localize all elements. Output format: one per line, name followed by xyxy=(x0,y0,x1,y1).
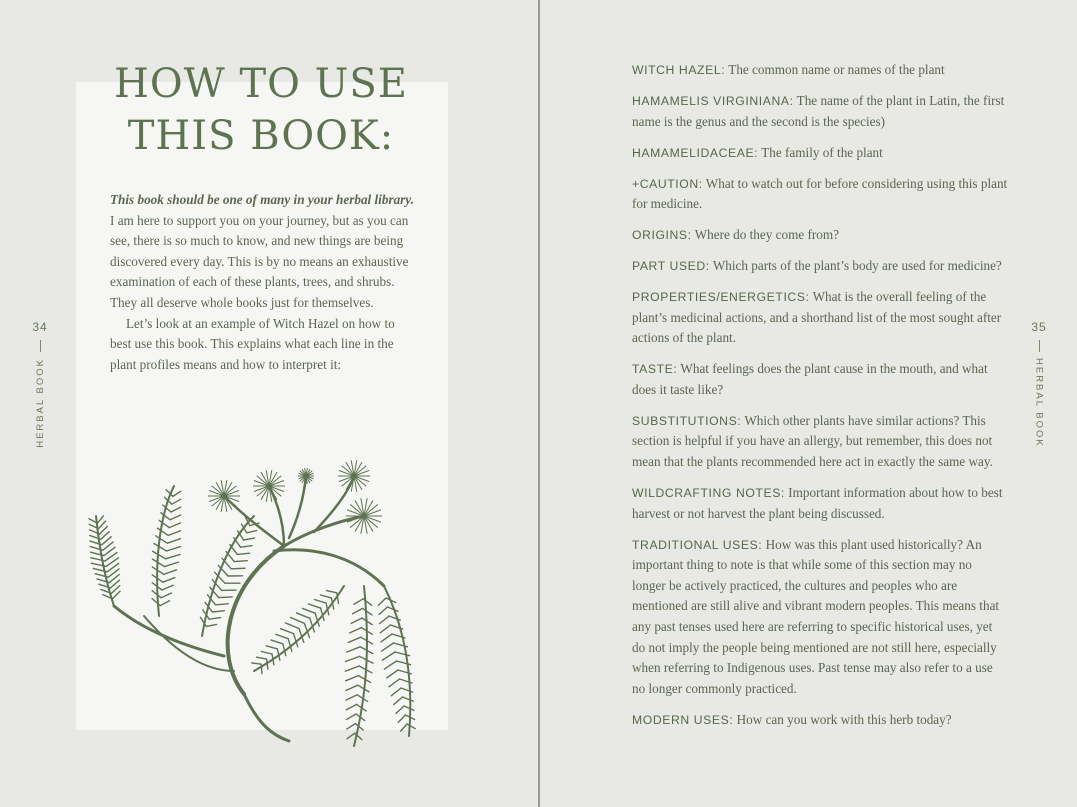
leaflet xyxy=(237,553,249,554)
leaflet xyxy=(154,544,167,551)
leaflet xyxy=(347,647,360,652)
guide-entry xyxy=(632,287,1008,349)
leaflet xyxy=(101,532,110,540)
leaflet xyxy=(353,608,363,613)
entry-text: The family of the plant xyxy=(758,144,883,160)
entry-text: The name of the plant in Latin, the first name is the genus and the second is the species) xyxy=(632,92,1005,129)
title-line-1: HOW TO USE xyxy=(113,61,408,107)
leaflet xyxy=(247,531,257,533)
intro-text xyxy=(110,190,416,375)
leaflet xyxy=(163,578,175,583)
leaflet xyxy=(381,634,392,642)
leaflet xyxy=(320,595,331,598)
leaflet xyxy=(252,663,261,664)
guide-entry xyxy=(632,710,1008,731)
guide-entry xyxy=(632,411,1008,473)
entry-text: Which parts of the plant’s body are used for medicine? xyxy=(709,258,1002,274)
leaflet xyxy=(170,515,181,520)
leaflet xyxy=(230,545,238,555)
leaflet xyxy=(308,604,320,608)
leaflet xyxy=(156,536,168,543)
leaflet xyxy=(240,546,252,548)
leaflet xyxy=(219,597,233,598)
entry-term: WITCH HAZEL: xyxy=(632,63,726,77)
leaflet xyxy=(363,608,372,615)
entry-term: +CAUTION: xyxy=(632,176,703,191)
leaflet xyxy=(167,539,180,544)
leaflet xyxy=(351,618,362,623)
leaflet xyxy=(209,618,220,620)
leaflet xyxy=(395,652,410,656)
book-spine xyxy=(538,0,540,807)
leaflet xyxy=(99,521,106,529)
leaflet xyxy=(286,623,299,629)
leaflet xyxy=(407,724,415,729)
page-number-left: 34 xyxy=(32,320,48,334)
leaflet xyxy=(172,499,181,504)
leaflet xyxy=(152,599,160,606)
guide-entry xyxy=(632,174,1008,215)
leaflet xyxy=(346,676,359,681)
entry-text: The common name or names of the plant xyxy=(725,62,945,77)
leaflet xyxy=(380,625,390,633)
running-head-right: HERBAL BOOK xyxy=(1033,358,1045,448)
leaflet xyxy=(314,599,326,603)
leaflet xyxy=(348,637,361,642)
guide-entry xyxy=(632,60,1008,81)
leaflet xyxy=(379,607,388,615)
leaflet xyxy=(347,724,356,729)
leaflet xyxy=(113,591,120,599)
leaflet xyxy=(169,523,180,528)
entry-term: TRADITIONAL USES: xyxy=(632,537,763,552)
leaflet xyxy=(397,661,411,665)
entry-text: How was this plant used historically? An important thing to note is that while some of this section may no longer be actively practiced, the cultures and peoples who are mentioned are still alive and vibrant modern peoples. This means that any past tenses used here are referring to specific historical uses, yet do not imply the people being mentioned are not still here, especially when referring to Indigenous uses. Past tense may also refer to a use no longer commonly practiced. xyxy=(632,536,1000,696)
entry-text: How can you work with this herb today? xyxy=(733,711,952,727)
entry-text: Important information about how to best harvest or not harvest the plant being discussed. xyxy=(632,485,1003,521)
entry-text: What is the overall feeling of the plant’s medicinal actions, and a shorthand list of the most sought after actions of the plant. xyxy=(632,289,1002,346)
leaflet xyxy=(326,591,336,593)
right-folio xyxy=(1029,320,1049,448)
leaflet xyxy=(157,528,168,535)
leaflet xyxy=(161,593,171,598)
intro-lead: This book should be one of many in your herbal library. xyxy=(110,192,414,207)
leaflet xyxy=(389,616,400,620)
leaflet xyxy=(347,714,356,719)
guide-entry xyxy=(632,91,1008,132)
entry-term: TASTE: xyxy=(632,362,678,377)
guide-entry xyxy=(632,359,1008,400)
leaflet xyxy=(165,562,179,566)
entry-term: PART USED: xyxy=(632,259,710,274)
leaflet xyxy=(271,640,283,644)
folio-divider xyxy=(1039,340,1040,352)
leaflet xyxy=(244,538,255,540)
plant-illustration-icon xyxy=(84,436,428,754)
entry-text: Where do they come from? xyxy=(691,227,839,243)
guide-entry xyxy=(632,535,1008,700)
leaflet xyxy=(404,706,414,710)
plant-profile-guide xyxy=(632,60,1008,741)
intro-paragraph-1 xyxy=(110,190,416,314)
leaflet xyxy=(167,547,181,551)
title-line-2: THIS BOOK: xyxy=(127,113,395,159)
leaflet xyxy=(345,656,359,661)
leaflet xyxy=(257,657,267,659)
leaflet xyxy=(231,568,245,569)
leaflet xyxy=(394,697,403,705)
entry-text: Which other plants have similar actions? This section is helpful if you have an allergy, but remember, this does not mean that the plants recommended here act in exactly the same way. xyxy=(632,412,993,470)
guide-entry xyxy=(632,143,1008,164)
leaflet xyxy=(276,634,288,638)
page-title xyxy=(80,58,442,162)
guide-entry xyxy=(632,256,1008,277)
leaflet xyxy=(382,643,394,651)
leaflet xyxy=(346,695,357,700)
leaflet xyxy=(166,554,180,558)
leaflet xyxy=(234,561,247,562)
leaflet xyxy=(173,491,181,496)
leaflet xyxy=(346,685,358,690)
leaflet xyxy=(389,679,399,687)
leaflet xyxy=(345,666,359,671)
leaflet xyxy=(380,616,389,624)
entry-term: ORIGINS: xyxy=(632,228,692,243)
leaflet xyxy=(391,688,401,696)
leaflet xyxy=(350,628,362,633)
leaflet xyxy=(296,613,309,618)
leaflet xyxy=(162,585,173,590)
entry-term: WILDCRAFTING NOTES: xyxy=(632,486,785,501)
leaflet xyxy=(291,617,305,623)
page-number-right: 35 xyxy=(1031,320,1047,334)
leaflet xyxy=(398,715,405,722)
leaflet xyxy=(261,652,272,654)
leaflet xyxy=(267,659,268,669)
leaflet xyxy=(396,706,404,713)
left-folio xyxy=(30,320,50,448)
folio-divider xyxy=(40,340,41,352)
leaflet xyxy=(401,724,407,731)
leaflet xyxy=(354,599,363,604)
leaflet xyxy=(403,697,414,701)
leaflet xyxy=(302,608,315,613)
intro-paragraph-2: Let’s look at an example of Witch Hazel on how to best use this book. This explains what each line in the plant profiles means and how to interpret it: xyxy=(110,315,395,372)
entry-text: What to watch out for before considering using this plant for medicine. xyxy=(632,175,1008,212)
intro-body: I am here to support you on your journey, but as you can see, there is so much to know, and new things are being discovered every day. This is by no means an exhaustive examination of each of these plants, trees, and shrubs. They all deserve whole books just for themselves. xyxy=(110,212,409,310)
entry-term: SUBSTITUTIONS: xyxy=(632,413,742,428)
entry-text: What feelings does the plant cause in the mouth, and what does it taste like? xyxy=(632,361,988,397)
leaflet xyxy=(382,652,395,660)
leaflet xyxy=(212,611,224,612)
leaflet xyxy=(171,507,181,512)
leaflet xyxy=(346,704,356,709)
leaflet xyxy=(216,604,229,605)
leaflet xyxy=(378,598,386,605)
leaflet xyxy=(164,570,177,575)
leaflet xyxy=(347,733,355,739)
leaflet xyxy=(168,531,180,536)
leaflet xyxy=(266,646,277,649)
entry-term: HAMAMELIDACEAE: xyxy=(632,145,759,160)
leaflet xyxy=(97,516,103,523)
leaflet xyxy=(387,670,398,678)
leaflet xyxy=(261,664,262,674)
leaflet xyxy=(160,601,169,606)
leaflet xyxy=(206,624,216,626)
entry-term: PROPERTIES/ENERGETICS: xyxy=(632,290,810,305)
leaflet xyxy=(272,654,274,665)
leaflet xyxy=(100,526,108,534)
guide-entry xyxy=(632,225,1008,246)
running-head-left: HERBAL BOOK xyxy=(34,358,46,448)
leaflet xyxy=(281,629,294,634)
entry-term: HAMAMELIS VIRGINIANA: xyxy=(632,93,794,108)
entry-term: MODERN USES: xyxy=(632,712,734,727)
guide-entry xyxy=(632,483,1008,524)
leaflet xyxy=(384,661,396,669)
